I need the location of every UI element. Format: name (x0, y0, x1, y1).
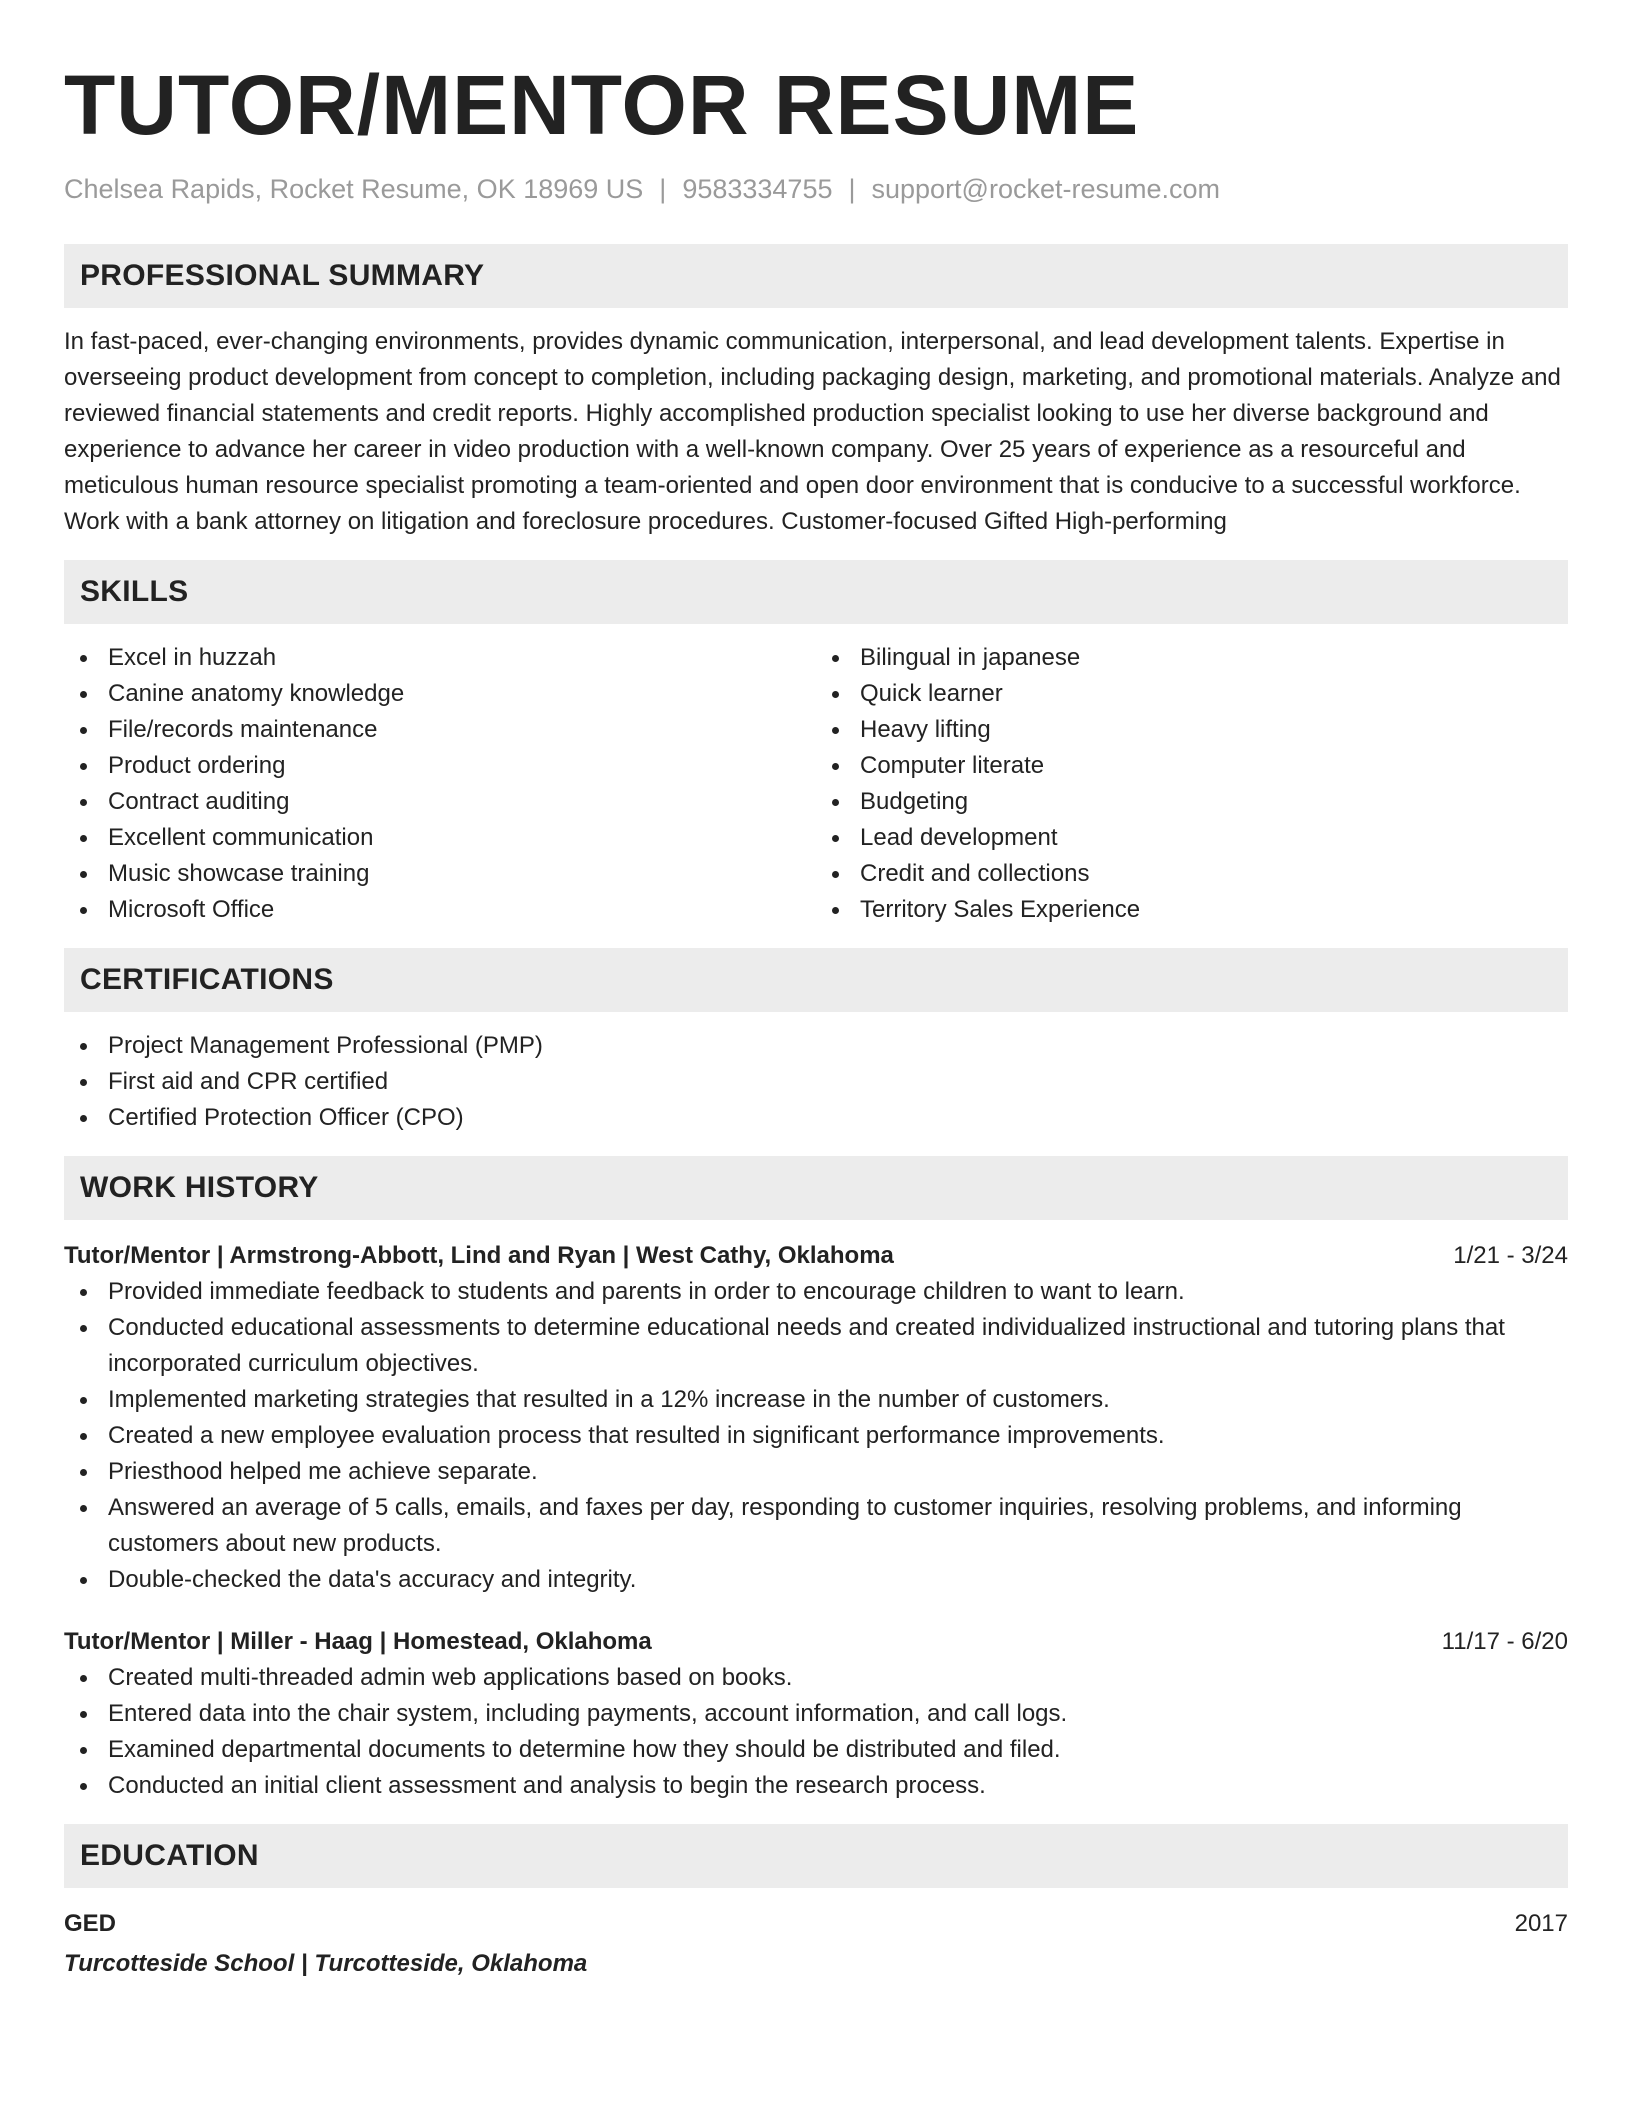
list-item: Lead development (816, 820, 1568, 856)
list-item: Credit and collections (816, 856, 1568, 892)
list-item: Bilingual in japanese (816, 640, 1568, 676)
contact-phone: 9583334755 (682, 174, 833, 204)
list-item: Canine anatomy knowledge (64, 676, 816, 712)
list-item: Entered data into the chair system, including payments, account information, and call logs. (64, 1696, 1568, 1732)
contact-line (64, 172, 1568, 206)
list-item: Answered an average of 5 calls, emails, and faxes per day, responding to customer inquiries, resolving problems, and informing customers about new products. (64, 1490, 1568, 1562)
list-item: Certified Protection Officer (CPO) (64, 1100, 1568, 1136)
contact-separator: | (659, 174, 667, 204)
education-year: 2017 (1514, 1910, 1568, 1937)
list-item: Implemented marketing strategies that resulted in a 12% increase in the number of customers. (64, 1382, 1568, 1418)
skills-list-left (64, 640, 816, 928)
list-item: Double-checked the data's accuracy and integrity. (64, 1562, 1568, 1598)
list-item: Priesthood helped me achieve separate. (64, 1454, 1568, 1490)
section-header-skills: SKILLS (64, 560, 1568, 624)
list-item: Created multi-threaded admin web applications based on books. (64, 1660, 1568, 1696)
job-title-line: Tutor/Mentor | Armstrong-Abbott, Lind and Ryan | West Cathy, Oklahoma (64, 1242, 894, 1269)
job-header (64, 1624, 1568, 1660)
list-item: Excellent communication (64, 820, 816, 856)
list-item: Provided immediate feedback to students and parents in order to encourage children to want to learn. (64, 1274, 1568, 1310)
job-dates: 11/17 - 6/20 (1441, 1628, 1568, 1655)
list-item: File/records maintenance (64, 712, 816, 748)
education-school: Turcotteside School | Turcotteside, Oklahoma (64, 1950, 588, 1977)
list-item: Quick learner (816, 676, 1568, 712)
list-item: Music showcase training (64, 856, 816, 892)
section-header-work-history: WORK HISTORY (64, 1156, 1568, 1220)
list-item: Budgeting (816, 784, 1568, 820)
job-entry (64, 1624, 1568, 1804)
contact-address: Chelsea Rapids, Rocket Resume, OK 18969 US (64, 174, 644, 204)
list-item: Territory Sales Experience (816, 892, 1568, 928)
list-item: Heavy lifting (816, 712, 1568, 748)
job-entry (64, 1238, 1568, 1598)
list-item: First aid and CPR certified (64, 1064, 1568, 1100)
education-header (64, 1906, 1568, 1942)
list-item: Product ordering (64, 748, 816, 784)
list-item: Examined departmental documents to determine how they should be distributed and filed. (64, 1732, 1568, 1768)
section-header-summary: PROFESSIONAL SUMMARY (64, 244, 1568, 308)
section-header-education: EDUCATION (64, 1824, 1568, 1888)
list-item: Excel in huzzah (64, 640, 816, 676)
list-item: Computer literate (816, 748, 1568, 784)
education-degree: GED (64, 1910, 117, 1937)
resume-title: TUTOR/MENTOR RESUME (64, 58, 1140, 152)
certifications-list (64, 1028, 1568, 1136)
list-item: Microsoft Office (64, 892, 816, 928)
summary-text: In fast-paced, ever-changing environments, provides dynamic communication, interpersonal, and lead development talents. Expertise in overseeing product development from concept to completion, including packaging design, marketing, and promotional materials. Analyze and reviewed financial statements and credit reports. Highly accomplished production specialist looking to use her diverse background and experience to advance her career in video production with a well-known company. Over 25 years of experience as a resourceful and meticulous human resource specialist promoting a team-oriented and open door environment that is conducive to a successful workforce. Work with a bank attorney on litigation and foreclosure procedures. Customer-focused Gifted High-performing (64, 328, 1561, 535)
list-item: Conducted an initial client assessment and analysis to begin the research process. (64, 1768, 1568, 1804)
list-item: Conducted educational assessments to determine educational needs and created individualized instructional and tutoring plans that incorporated curriculum objectives. (64, 1310, 1568, 1382)
contact-separator: | (848, 174, 856, 204)
job-header (64, 1238, 1568, 1274)
list-item: Contract auditing (64, 784, 816, 820)
section-header-certifications: CERTIFICATIONS (64, 948, 1568, 1012)
job-title-line: Tutor/Mentor | Miller - Haag | Homestead, Oklahoma (64, 1628, 652, 1655)
job-bullets (64, 1660, 1568, 1804)
list-item: Created a new employee evaluation process that resulted in significant performance improvements. (64, 1418, 1568, 1454)
skills-list-right (816, 640, 1568, 928)
job-bullets (64, 1274, 1568, 1598)
skills-grid (64, 640, 1568, 928)
list-item: Project Management Professional (PMP) (64, 1028, 1568, 1064)
contact-email: support@rocket-resume.com (871, 174, 1221, 204)
job-dates: 1/21 - 3/24 (1453, 1242, 1568, 1269)
